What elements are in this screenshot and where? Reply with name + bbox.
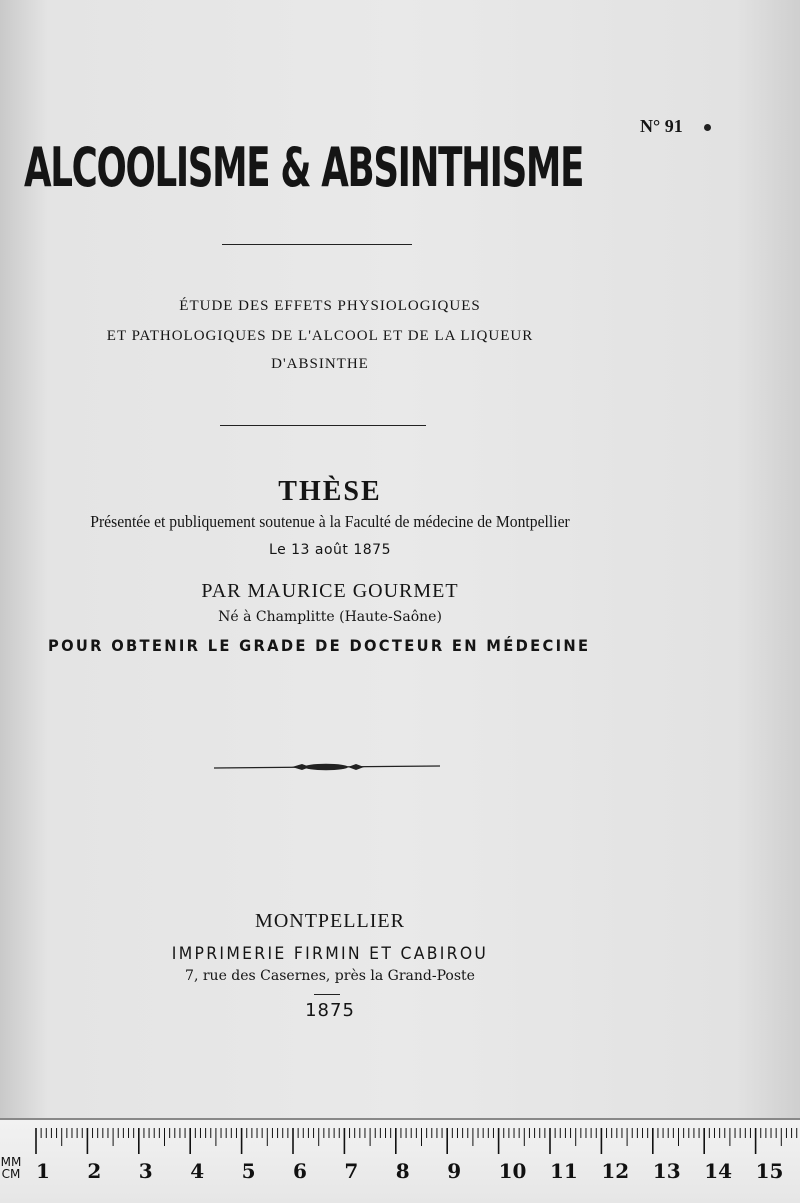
imprint-city: MONTPELLIER (255, 910, 405, 932)
ruler-unit-mm: MM (0, 1155, 22, 1169)
sheet-number: N° 91 (640, 116, 683, 136)
ruler-number: 10 (498, 1159, 527, 1183)
ruler-number: 3 (138, 1159, 153, 1183)
measuring-ruler (0, 1118, 800, 1203)
ruler-number: 1 (36, 1159, 50, 1183)
ruler-number: 7 (344, 1159, 359, 1183)
subtitle-line-3: D'ABSINTHE (271, 356, 369, 372)
subtitle-line-1: ÉTUDE DES EFFETS PHYSIOLOGIQUES (179, 298, 481, 314)
author-name: PAR MAURICE GOURMET (201, 580, 459, 602)
ruler-number: 9 (447, 1159, 462, 1183)
ornamental-rule (214, 760, 440, 774)
ruler-number: 2 (87, 1159, 102, 1183)
ruler-scale (0, 1120, 800, 1203)
ruler-number: 8 (395, 1159, 410, 1183)
imprint-printer: IMPRIMERIE FIRMIN ET CABIROU (171, 944, 489, 964)
defense-date: Le 13 août 1875 (269, 542, 391, 558)
imprint-year: 1875 (305, 1000, 355, 1021)
these-heading: THÈSE (278, 476, 382, 507)
imprint-address: 7, rue des Casernes, près la Grand-Poste (185, 968, 475, 984)
ruler-number: 4 (190, 1159, 205, 1183)
main-title: ALCOOLISME & ABSINTHISME (24, 136, 584, 199)
divider-middle (220, 425, 426, 426)
author-birthplace: Né à Champlitte (Haute-Saône) (218, 609, 442, 625)
ink-dot (704, 124, 711, 131)
ruler-unit-label (0, 1156, 22, 1180)
ruler-unit-cm: CM (1, 1167, 21, 1181)
ruler-number: 5 (241, 1159, 256, 1183)
divider-top (222, 244, 412, 245)
year-rule (314, 994, 340, 995)
ruler-number: 12 (601, 1159, 630, 1183)
presentation-line: Présentée et publiquement soutenue à la Faculté de médecine de Montpellier (90, 512, 570, 531)
ruler-number: 6 (293, 1159, 307, 1183)
subtitle-line-2: ET PATHOLOGIQUES DE L'ALCOOL ET DE LA LIQUEUR (106, 328, 534, 344)
ruler-number: 14 (704, 1159, 733, 1183)
ruler-number: 11 (550, 1159, 578, 1183)
degree-line: POUR OBTENIR LE GRADE DE DOCTEUR EN MÉDECINE (48, 636, 591, 655)
ruler-number: 15 (755, 1159, 784, 1183)
ruler-number: 13 (652, 1159, 681, 1183)
